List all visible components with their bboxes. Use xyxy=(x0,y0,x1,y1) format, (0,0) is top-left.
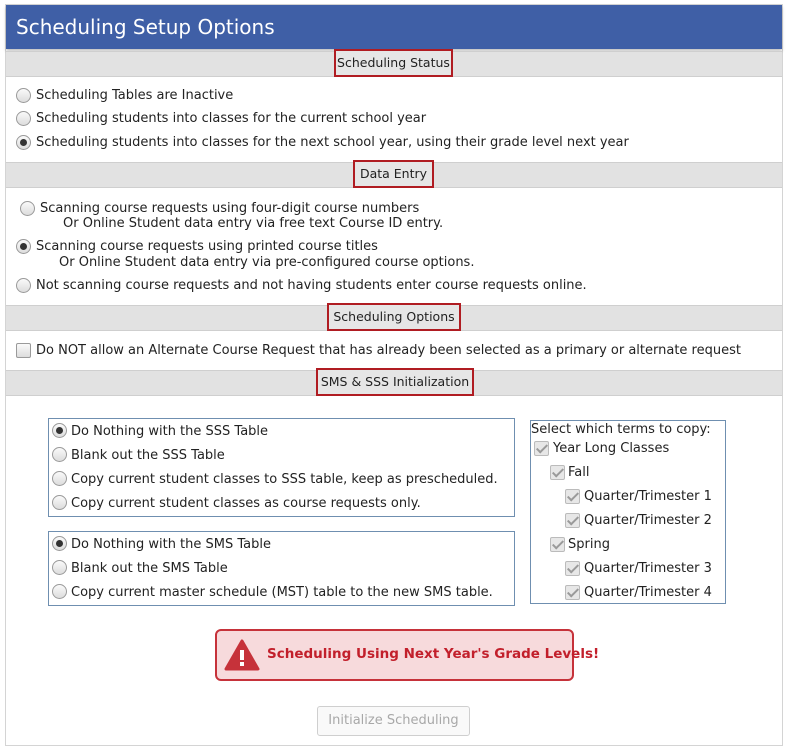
status-current-label: Scheduling students into classes for the current school year xyxy=(36,111,427,126)
section-bar-options xyxy=(6,305,782,331)
no-alternate-label: Do NOT allow an Alternate Course Request that has already been selected as a primary or alternate request xyxy=(36,343,741,358)
data-entry-none-radio[interactable] xyxy=(16,278,31,293)
sms-do-nothing-label: Do Nothing with the SMS Table xyxy=(71,537,271,552)
sss-course-requests-radio[interactable] xyxy=(52,495,67,510)
term-year-long-label: Year Long Classes xyxy=(553,441,670,456)
sss-do-nothing-label: Do Nothing with the SSS Table xyxy=(71,424,269,439)
term-q3-checkbox[interactable] xyxy=(565,561,580,576)
term-year-long-checkbox[interactable] xyxy=(534,441,549,456)
section-label-status: Scheduling Status xyxy=(334,49,453,77)
status-next-label: Scheduling students into classes for the next school year, using their grade level next year xyxy=(36,135,629,150)
term-q3-label: Quarter/Trimester 3 xyxy=(584,561,712,576)
term-q4-label: Quarter/Trimester 4 xyxy=(584,585,712,600)
term-fall-checkbox[interactable] xyxy=(550,465,565,480)
sms-copy-mst-label: Copy current master schedule (MST) table to the new SMS table. xyxy=(71,585,493,600)
term-q4-checkbox[interactable] xyxy=(565,585,580,600)
data-entry-titles-line1: Scanning course requests using printed course titles xyxy=(36,239,378,254)
warning-triangle-icon xyxy=(224,639,260,671)
sms-blank-radio[interactable] xyxy=(52,560,67,575)
page-title: Scheduling Setup Options xyxy=(6,5,782,49)
sss-blank-label: Blank out the SSS Table xyxy=(71,448,225,463)
no-alternate-checkbox[interactable] xyxy=(16,343,31,358)
warning-text: Scheduling Using Next Year's Grade Levels! xyxy=(267,646,600,662)
data-entry-numbers-line1: Scanning course requests using four-digit course numbers xyxy=(40,201,420,216)
data-entry-none-label: Not scanning course requests and not having students enter course requests online. xyxy=(36,278,587,293)
sss-options-box xyxy=(48,418,515,517)
sss-prescheduled-radio[interactable] xyxy=(52,471,67,486)
term-spring-checkbox[interactable] xyxy=(550,537,565,552)
status-inactive-radio[interactable] xyxy=(16,88,31,103)
grade-level-warning xyxy=(215,629,600,681)
data-entry-numbers-line2: Or Online Student data entry via free text Course ID entry. xyxy=(63,216,444,231)
term-q2-label: Quarter/Trimester 2 xyxy=(584,513,712,528)
section-bar-init xyxy=(6,370,782,396)
sms-options-box xyxy=(48,531,515,606)
section-bar-data-entry xyxy=(6,162,782,188)
sss-blank-radio[interactable] xyxy=(52,447,67,462)
term-spring-label: Spring xyxy=(568,537,610,552)
term-q2-checkbox[interactable] xyxy=(565,513,580,528)
sss-prescheduled-label: Copy current student classes to SSS table, keep as prescheduled. xyxy=(71,472,498,487)
section-label-init: SMS & SSS Initialization xyxy=(316,368,474,396)
status-inactive-label: Scheduling Tables are Inactive xyxy=(36,88,234,103)
sss-course-requests-label: Copy current student classes as course requests only. xyxy=(71,496,421,511)
scheduling-setup-panel xyxy=(5,4,783,746)
sms-copy-mst-radio[interactable] xyxy=(52,584,67,599)
data-entry-numbers-radio[interactable] xyxy=(20,201,35,216)
section-bar-status xyxy=(6,51,782,77)
status-next-radio[interactable] xyxy=(16,135,31,150)
term-q1-label: Quarter/Trimester 1 xyxy=(584,489,712,504)
sms-do-nothing-radio[interactable] xyxy=(52,536,67,551)
sss-do-nothing-radio[interactable] xyxy=(52,423,67,438)
terms-box xyxy=(530,420,726,604)
initialize-scheduling-button[interactable]: Initialize Scheduling xyxy=(317,706,470,736)
terms-header: Select which terms to copy: xyxy=(531,422,711,437)
data-entry-titles-radio[interactable] xyxy=(16,239,31,254)
status-current-radio[interactable] xyxy=(16,111,31,126)
term-fall-label: Fall xyxy=(568,465,590,480)
section-label-data-entry: Data Entry xyxy=(353,160,434,188)
term-q1-checkbox[interactable] xyxy=(565,489,580,504)
section-label-options: Scheduling Options xyxy=(327,303,461,331)
sms-blank-label: Blank out the SMS Table xyxy=(71,561,228,576)
data-entry-titles-line2: Or Online Student data entry via pre-configured course options. xyxy=(59,255,475,270)
